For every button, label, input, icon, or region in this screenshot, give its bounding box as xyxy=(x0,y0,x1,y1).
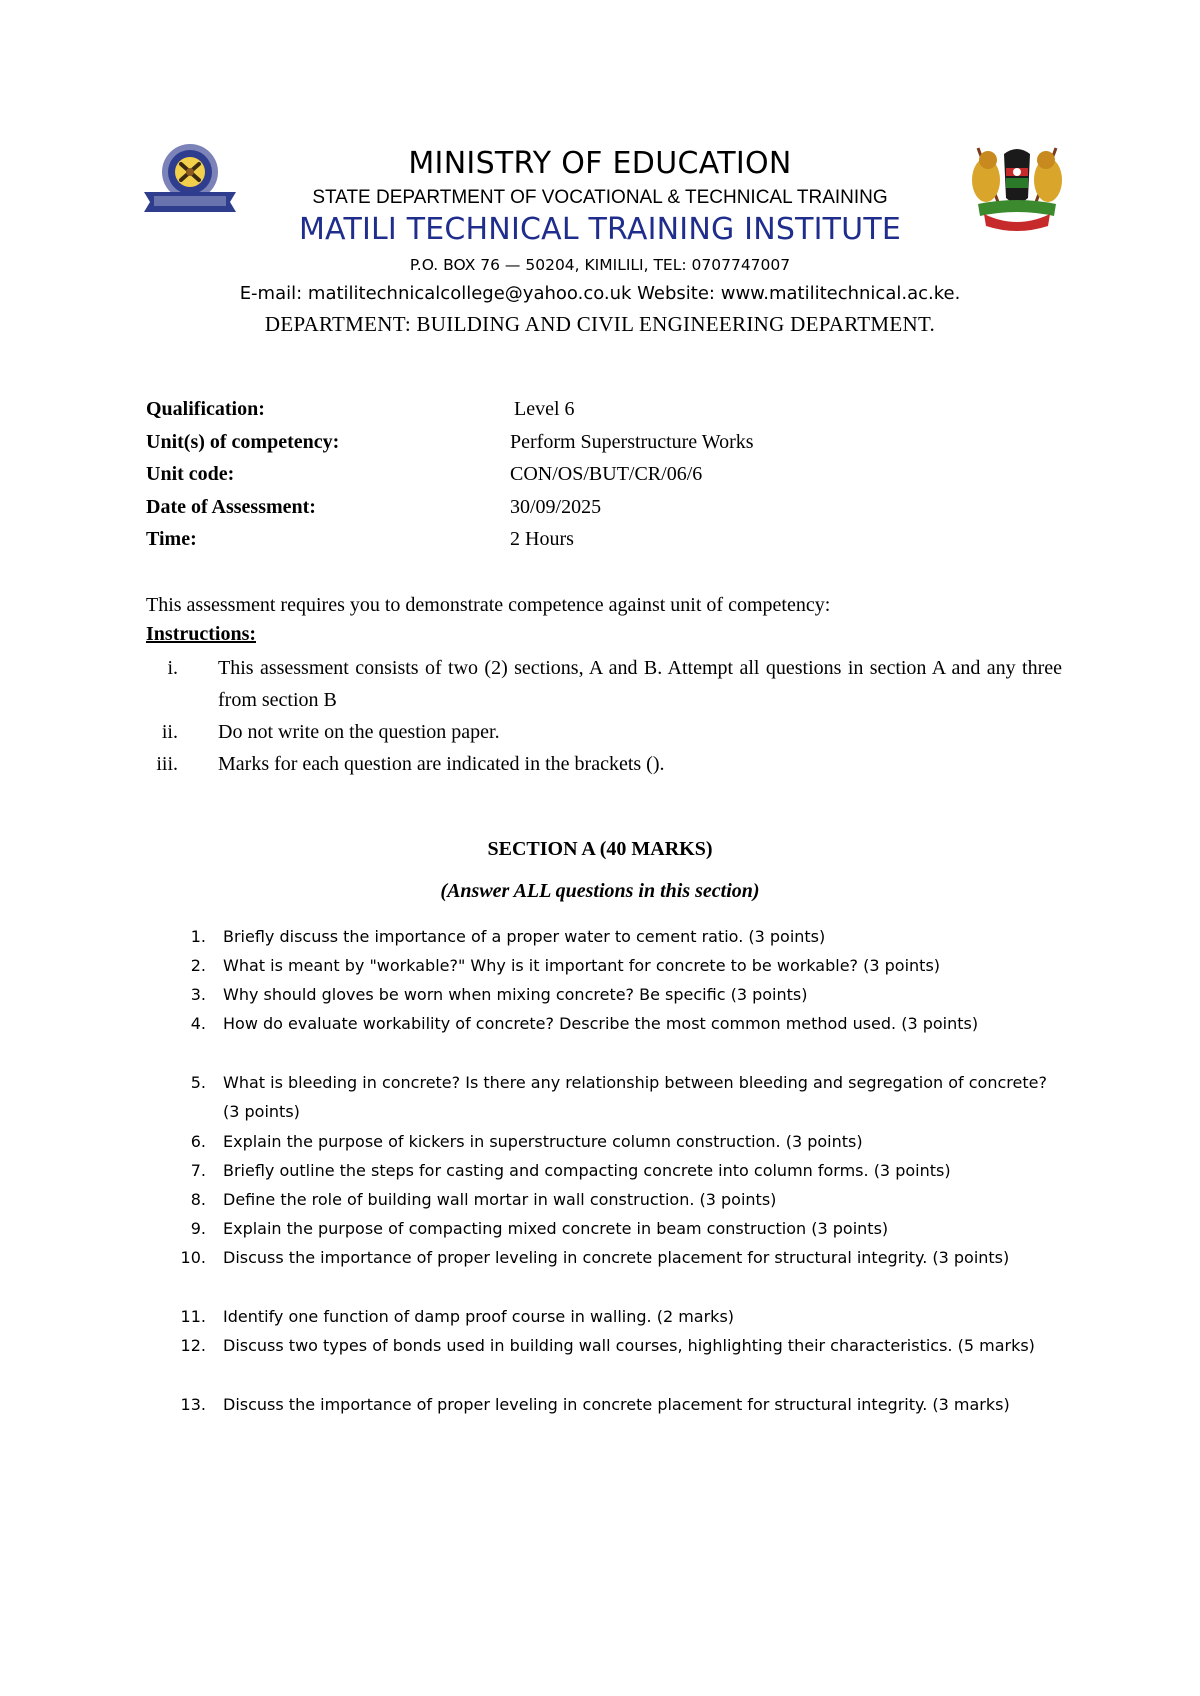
question-number: 6. xyxy=(190,1132,206,1151)
question-number: 9. xyxy=(190,1219,206,1238)
question-number: 7. xyxy=(190,1161,206,1180)
question-text: Discuss the importance of proper leveling in concrete placement for structural integrity. (3 marks) xyxy=(223,1395,1010,1414)
detail-label-time: Time: xyxy=(146,528,197,550)
instruction-number: iii. xyxy=(156,753,178,775)
question-number: 3. xyxy=(190,985,206,1004)
question-number: 10. xyxy=(180,1248,206,1267)
instruction-text: Marks for each question are indicated in the brackets (). xyxy=(218,753,665,775)
address-line: P.O. BOX 76 — 50204, KIMILILI, TEL: 0707747007 xyxy=(409,256,791,274)
question-number: 12. xyxy=(180,1336,206,1355)
detail-value-unit-code: CON/OS/BUT/CR/06/6 xyxy=(510,463,703,485)
question-number: 1. xyxy=(190,927,206,946)
department-title: DEPARTMENT: BUILDING AND CIVIL ENGINEERING DEPARTMENT. xyxy=(264,312,936,336)
question-number: 13. xyxy=(180,1395,206,1414)
state-department: STATE DEPARTMENT OF VOCATIONAL & TECHNICAL TRAINING xyxy=(312,187,888,208)
question-number: 2. xyxy=(190,956,206,975)
instruction-number: i. xyxy=(167,657,178,679)
question-text: Briefly outline the steps for casting and compacting concrete into column forms. (3 points) xyxy=(223,1161,951,1180)
section-a-note: (Answer ALL questions in this section) xyxy=(440,880,760,902)
question-text: How do evaluate workability of concrete? Describe the most common method used. (3 points) xyxy=(223,1014,979,1033)
question-text: Discuss the importance of proper leveling in concrete placement for structural integrity. (3 points) xyxy=(223,1248,1010,1267)
detail-value-date: 30/09/2025 xyxy=(510,496,602,518)
question-text: Briefly discuss the importance of a proper water to cement ratio. (3 points) xyxy=(223,927,826,946)
detail-label-unit-code: Unit code: xyxy=(146,463,235,485)
section-a-title: SECTION A (40 MARKS) xyxy=(487,838,713,860)
detail-label-qualification: Qualification: xyxy=(146,398,265,420)
question-text: Identify one function of damp proof course in walling. (2 marks) xyxy=(223,1307,735,1326)
instruction-text: This assessment consists of two (2) sections, A and B. Attempt all questions in section A and any three from section B xyxy=(218,657,1062,711)
question-number: 4. xyxy=(190,1014,206,1033)
question-text: Why should gloves be worn when mixing concrete? Be specific (3 points) xyxy=(223,985,808,1004)
detail-value-time: 2 Hours xyxy=(510,528,574,550)
question-text: Define the role of building wall mortar in wall construction. (3 points) xyxy=(223,1190,777,1209)
detail-label-unit: Unit(s) of competency: xyxy=(146,431,340,453)
question-number: 8. xyxy=(190,1190,206,1209)
ministry-title: MINISTRY OF EDUCATION xyxy=(408,146,792,181)
instruction-text: Do not write on the question paper. xyxy=(218,721,500,743)
instructions-heading: Instructions: xyxy=(146,623,257,645)
question-text: Explain the purpose of compacting mixed concrete in beam construction (3 points) xyxy=(223,1219,889,1238)
question-text: What is meant by "workable?" Why is it important for concrete to be workable? (3 points) xyxy=(223,956,941,975)
contact-line: E-mail: matilitechnicalcollege@yahoo.co.uk Website: www.matilitechnical.ac.ke. xyxy=(239,283,961,304)
question-text: Explain the purpose of kickers in superstructure column construction. (3 points) xyxy=(223,1132,863,1151)
question-text: Discuss two types of bonds used in building wall courses, highlighting their characteristics. (5 marks) xyxy=(223,1336,1035,1355)
question-text: What is bleeding in concrete? Is there any relationship between bleeding and segregation of concrete? (3 points) xyxy=(223,1073,1047,1121)
question-number: 11. xyxy=(180,1307,206,1326)
detail-value-qualification: Level 6 xyxy=(514,398,575,420)
detail-label-date: Date of Assessment: xyxy=(146,496,316,518)
detail-value-unit: Perform Superstructure Works xyxy=(510,431,754,453)
instruction-number: ii. xyxy=(161,721,178,743)
intro-text: This assessment requires you to demonstrate competence against unit of competency: xyxy=(146,594,831,616)
institute-name: MATILI TECHNICAL TRAINING INSTITUTE xyxy=(298,212,902,247)
question-number: 5. xyxy=(190,1073,206,1092)
